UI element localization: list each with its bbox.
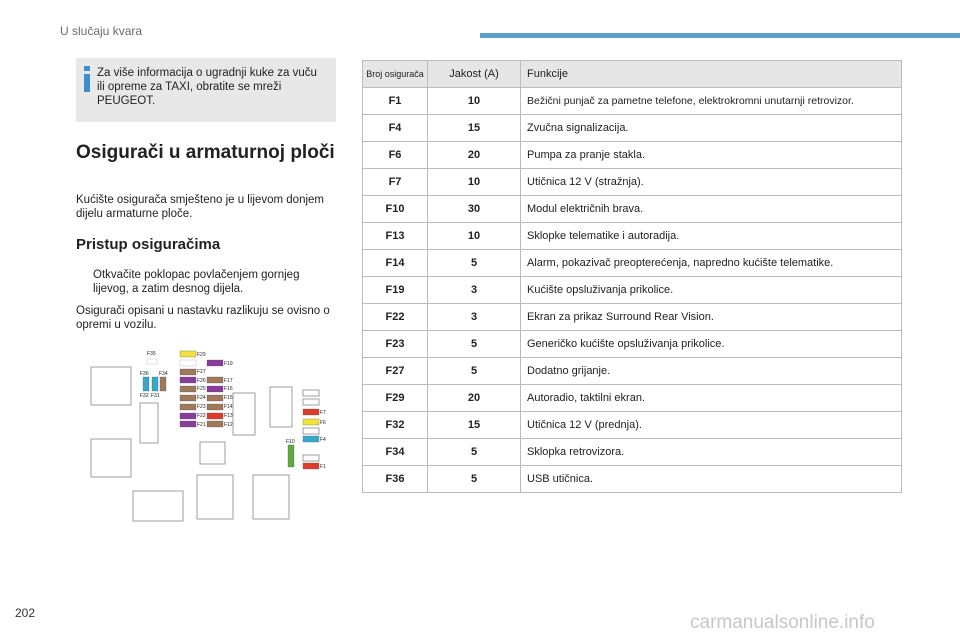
fuse-number: F27 [363, 358, 428, 385]
fuse-function: Dodatno grijanje. [521, 358, 902, 385]
table-row [363, 223, 902, 250]
access-note: Osigurači opisani u nastavku razlikuju se ovisno o opremi u vozilu. [76, 305, 330, 331]
fuse-number: F29 [363, 385, 428, 412]
fuse-function: Utičnica 12 V (prednja). [521, 412, 902, 439]
fuse-label-f36: F36 [140, 371, 149, 377]
info-box [76, 58, 336, 122]
fuse-amperage: 10 [428, 223, 521, 250]
fuse-label-f22: F22 [197, 413, 206, 419]
fuse-amperage: 20 [428, 142, 521, 169]
fuse-label-f12: F12 [224, 422, 233, 428]
table-row [363, 439, 902, 466]
fuse-number: F14 [363, 250, 428, 277]
fuse-number: F19 [363, 277, 428, 304]
fuse-function: Kućište opsluživanja prikolice. [521, 277, 902, 304]
table-row [363, 115, 902, 142]
access-step-text: Otkvačite poklopac povlačenjem gornjeg lijevog, a zatim desnog dijela. [93, 269, 300, 295]
fuse-number: F1 [363, 88, 428, 115]
fuse-number: F32 [363, 412, 428, 439]
fuse-label-f7: F7 [320, 410, 326, 416]
fuse-amperage: 10 [428, 169, 521, 196]
table-row [363, 304, 902, 331]
col-header-functions: Funkcije [521, 61, 902, 88]
fuse-amperage: 30 [428, 196, 521, 223]
col-header-fuse-number: Broj osigurača [363, 61, 428, 88]
fuse-number: F6 [363, 142, 428, 169]
col-header-amperage: Jakost (A) [428, 61, 521, 88]
info-icon [84, 66, 90, 92]
fuse-function: Alarm, pokazivač preopterećenja, napredno kućište telematike. [521, 250, 902, 277]
fuse-label-f15: F15 [224, 395, 233, 401]
fuse-label-f4: F4 [320, 437, 326, 443]
fuse-function: Ekran za prikaz Surround Rear Vision. [521, 304, 902, 331]
fuse-amperage: 5 [428, 358, 521, 385]
table-row [363, 169, 902, 196]
fuse-number: F36 [363, 466, 428, 493]
fuse-amperage: 5 [428, 250, 521, 277]
fuse-amperage: 5 [428, 466, 521, 493]
fuse-number: F7 [363, 169, 428, 196]
fuse-box-diagram [85, 345, 340, 525]
header-accent-bar [480, 33, 960, 38]
fuse-function: Bežični punjač za pametne telefone, elektrokromni unutarnji retrovizor. [521, 88, 902, 115]
fuse-table-header [363, 61, 902, 88]
fuse-amperage: 10 [428, 88, 521, 115]
table-row [363, 142, 902, 169]
fuse-amperage: 20 [428, 385, 521, 412]
table-row [363, 277, 902, 304]
table-row [363, 196, 902, 223]
fuse-amperage: 3 [428, 304, 521, 331]
fuse-slots [143, 351, 319, 469]
fuse-function: USB utičnica. [521, 466, 902, 493]
fuse-label-f1: F1 [320, 464, 326, 470]
fuse-function: Autoradio, taktilni ekran. [521, 385, 902, 412]
fuse-number: F13 [363, 223, 428, 250]
info-text: Za više informacija o ugradnji kuke za vuču ili opreme za TAXI, obratite se mreži PEUGEOT. [97, 67, 317, 107]
fuse-label-f32: F32 [140, 393, 149, 399]
fuse-function: Modul električnih brava. [521, 196, 902, 223]
page-number: 202 [15, 606, 36, 620]
fuse-table [362, 60, 902, 493]
fuse-function: Pumpa za pranje stakla. [521, 142, 902, 169]
fuse-function: Sklopke telematike i autoradija. [521, 223, 902, 250]
fuse-amperage: 15 [428, 115, 521, 142]
fuse-label-f23: F23 [197, 404, 206, 410]
access-title: Pristup osiguračima [76, 236, 221, 253]
fuse-label-f29: F29 [197, 352, 206, 358]
table-row [363, 88, 902, 115]
table-row [363, 385, 902, 412]
fuse-label-f13: F13 [224, 413, 233, 419]
table-row [363, 331, 902, 358]
fuse-number: F4 [363, 115, 428, 142]
fuse-label-f26: F26 [197, 378, 206, 384]
table-row [363, 250, 902, 277]
fuse-label-f27: F27 [197, 369, 206, 375]
page-header-title: U slučaju kvara [60, 24, 143, 38]
fuse-number: F23 [363, 331, 428, 358]
fuse-label-f14: F14 [224, 404, 233, 410]
fuse-amperage: 5 [428, 331, 521, 358]
fuse-function: Utičnica 12 V (stražnja). [521, 169, 902, 196]
fuse-label-f19: F19 [224, 361, 233, 367]
section-intro: Kućište osigurača smješteno je u lijevom donjem dijelu armaturne ploče. [76, 194, 325, 220]
fuse-number: F22 [363, 304, 428, 331]
fuse-function: Sklopka retrovizora. [521, 439, 902, 466]
fuse-amperage: 3 [428, 277, 521, 304]
fuse-function: Generičko kućište opsluživanja prikolice. [521, 331, 902, 358]
watermark: carmanualsonline.info [690, 612, 875, 633]
table-row [363, 358, 902, 385]
fuse-label-f16: F16 [224, 386, 233, 392]
access-step [76, 268, 331, 296]
fuse-label-f31: F31 [151, 393, 160, 399]
fuse-amperage: 15 [428, 412, 521, 439]
fuse-label-f21: F21 [197, 422, 206, 428]
fuse-label-f17: F17 [224, 378, 233, 384]
fuse-function: Zvučna signalizacija. [521, 115, 902, 142]
fuse-label-f35: F35 [147, 351, 156, 357]
section-title: Osigurači u armaturnoj ploči [76, 142, 335, 163]
table-row [363, 466, 902, 493]
table-row [363, 412, 902, 439]
fuse-label-f34: F34 [159, 371, 168, 377]
fuse-number: F34 [363, 439, 428, 466]
fuse-amperage: 5 [428, 439, 521, 466]
fuse-number: F10 [363, 196, 428, 223]
fuse-label-f24: F24 [197, 395, 206, 401]
fuse-label-f10: F10 [286, 439, 295, 445]
fuse-label-f25: F25 [197, 386, 206, 392]
fuse-label-f6: F6 [320, 420, 326, 426]
